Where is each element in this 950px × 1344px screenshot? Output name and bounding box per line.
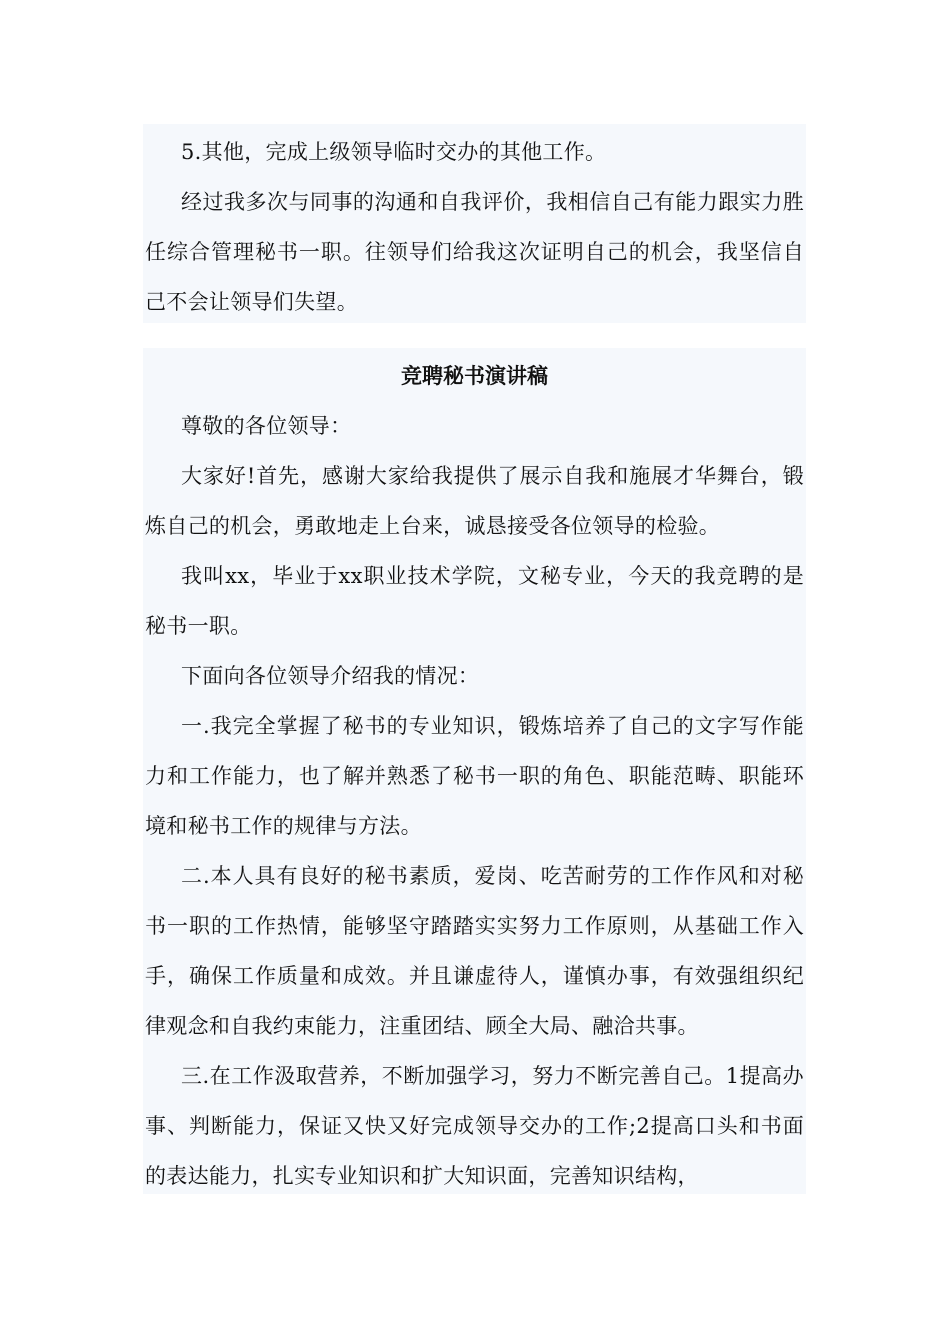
paragraph: 5.其他，完成上级领导临时交办的其他工作。 [181,140,607,164]
paragraph: 二.本人具有良好的秘书素质，爱岗、吃苦耐劳的工作作风和对秘书一职的工作热情，能够坚守踏踏实实努力工作原则，从基础工作入手，确保工作质量和成效。并且谦虚待人，谨慎办事，有效强组织纪律观念和自我约束能力，注重团结、顾全大局、融洽共事。 [145,864,804,1038]
paragraph: 经过我多次与同事的沟通和自我评价，我相信自己有能力跟实力胜任综合管理秘书一职。往领导们给我这次证明自己的机会，我坚信自己不会让领导们失望。 [145,190,804,314]
document-title: 竞聘秘书演讲稿 [401,363,548,388]
paragraph: 一.我完全掌握了秘书的专业知识，锻炼培养了自己的文字写作能力和工作能力，也了解并熟悉了秘书一职的角色、职能范畴、职能环境和秘书工作的规律与方法。 [145,714,804,838]
paragraph: 大家好!首先，感谢大家给我提供了展示自我和施展才华舞台，锻炼自己的机会，勇敢地走上台来，诚恳接受各位领导的检验。 [145,464,804,538]
paragraph: 下面向各位领导介绍我的情况： [181,664,480,688]
paragraph: 三.在工作汲取营养，不断加强学习，努力不断完善自己。1提高办事、判断能力，保证又快又好完成领导交办的工作;2提高口头和书面的表达能力，扎实专业知识和扩大知识面，完善知识结构， [145,1064,804,1188]
text-section-1 [143,124,806,323]
paragraph: 我叫xx，毕业于xx职业技术学院，文秘专业，今天的我竞聘的是秘书一职。 [145,564,804,638]
paragraph: 尊敬的各位领导： [181,414,352,438]
text-section-2 [143,348,806,1194]
